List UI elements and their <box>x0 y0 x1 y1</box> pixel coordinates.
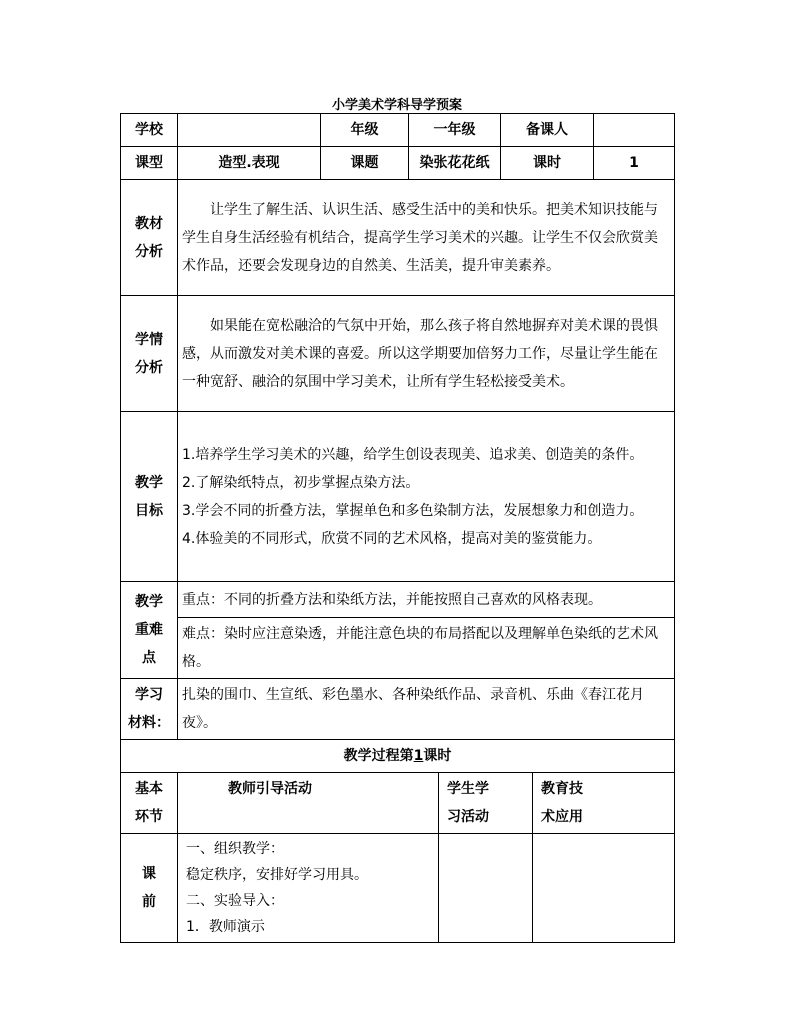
student-analysis-label: 学情 分析 <box>121 296 178 412</box>
objective-item: 4.体验美的不同形式，欣赏不同的艺术风格，提高对美的鉴赏能力。 <box>182 530 602 547</box>
materials-row <box>121 679 675 740</box>
materials-text: 扎染的围巾、生宣纸、彩色墨水、各种染纸作品、录音机、乐曲《春江花月夜》。 <box>178 679 675 740</box>
preparer-label: 备课人 <box>501 114 594 147</box>
col-teacher-header: 教师引导活动 <box>178 773 439 834</box>
objective-item: 3.学会不同的折叠方法，掌握单色和多色染制方法，发展想象力和创造力。 <box>182 502 644 519</box>
header-row-1 <box>121 114 675 147</box>
type-label: 课型 <box>121 147 178 180</box>
textbook-analysis-row <box>121 180 675 296</box>
teacher-activity-cell <box>178 834 439 943</box>
materials-label: 学习 材料： <box>121 679 178 740</box>
process-title-row <box>121 740 675 773</box>
teacher-activity-line: 二、实验导入： <box>186 893 284 909</box>
teacher-activity-line: 一、组织教学： <box>186 841 284 857</box>
process-header-row <box>121 773 675 834</box>
topic-value: 染张花花纸 <box>409 147 501 180</box>
key-point-focus: 重点：不同的折叠方法和染纸方法，并能按照自己喜欢的风格表现。 <box>178 582 675 618</box>
col-tech-header: 教育技 术应用 <box>533 773 675 834</box>
hours-label: 课时 <box>501 147 594 180</box>
col-student-header: 学生学 习活动 <box>439 773 533 834</box>
textbook-analysis-text: 让学生了解生活、认识生活、感受生活中的美和快乐。把美术知识技能与学生自身生活经验有机结合，提高学生学习美术的兴趣。让学生不仅会欣赏美术作品，还要会发现身边的自然美、生活美，提升审美素养。 <box>178 180 675 296</box>
key-points-row-difficulty <box>121 618 675 679</box>
student-analysis-text: 如果能在宽松融洽的气氛中开始，那么孩子将自然地摒弃对美术课的畏惧感，从而激发对美术课的喜爱。所以这学期要加倍努力工作，尽量让学生能在一种宽舒、融洽的氛围中学习美术，让所有学生轻松接受美术。 <box>178 296 675 412</box>
objectives-label: 教学 目标 <box>121 412 178 582</box>
key-points-row-focus <box>121 582 675 618</box>
document-title: 小学美术学科导学预案 <box>331 98 462 113</box>
topic-label: 课题 <box>321 147 409 180</box>
type-value: 造型.表现 <box>178 147 321 180</box>
lesson-plan-table <box>120 113 675 943</box>
objective-item: 2.了解染纸特点，初步掌握点染方法。 <box>182 474 420 491</box>
tech-application-cell <box>533 834 675 943</box>
stage-cell: 课 前 <box>121 834 178 943</box>
student-activity-cell <box>439 834 533 943</box>
hours-value: 1 <box>594 147 675 180</box>
key-points-label: 教学 重难 点 <box>121 582 178 679</box>
process-title: 教学过程第1课时 <box>121 740 675 773</box>
student-analysis-row <box>121 296 675 412</box>
key-point-difficulty: 难点：染时应注意染透，并能注意色块的布局搭配以及理解单色染纸的艺术风格。 <box>178 618 675 679</box>
textbook-analysis-label: 教材 分析 <box>121 180 178 296</box>
grade-label: 年级 <box>321 114 409 147</box>
teacher-activity-line: 稳定秩序，安排好学习用具。 <box>186 867 368 883</box>
grade-value: 一年级 <box>409 114 501 147</box>
preparer-value <box>594 114 675 147</box>
col-stage-header: 基本 环节 <box>121 773 178 834</box>
header-row-2 <box>121 147 675 180</box>
objectives-row <box>121 412 675 582</box>
teacher-activity-line: 1．教师演示 <box>186 919 265 935</box>
process-body-row <box>121 834 675 943</box>
objective-item: 1.培养学生学习美术的兴趣，给学生创设表现美、追求美、创造美的条件。 <box>182 446 644 463</box>
objectives-list <box>178 412 675 582</box>
school-value <box>178 114 321 147</box>
school-label: 学校 <box>121 114 178 147</box>
